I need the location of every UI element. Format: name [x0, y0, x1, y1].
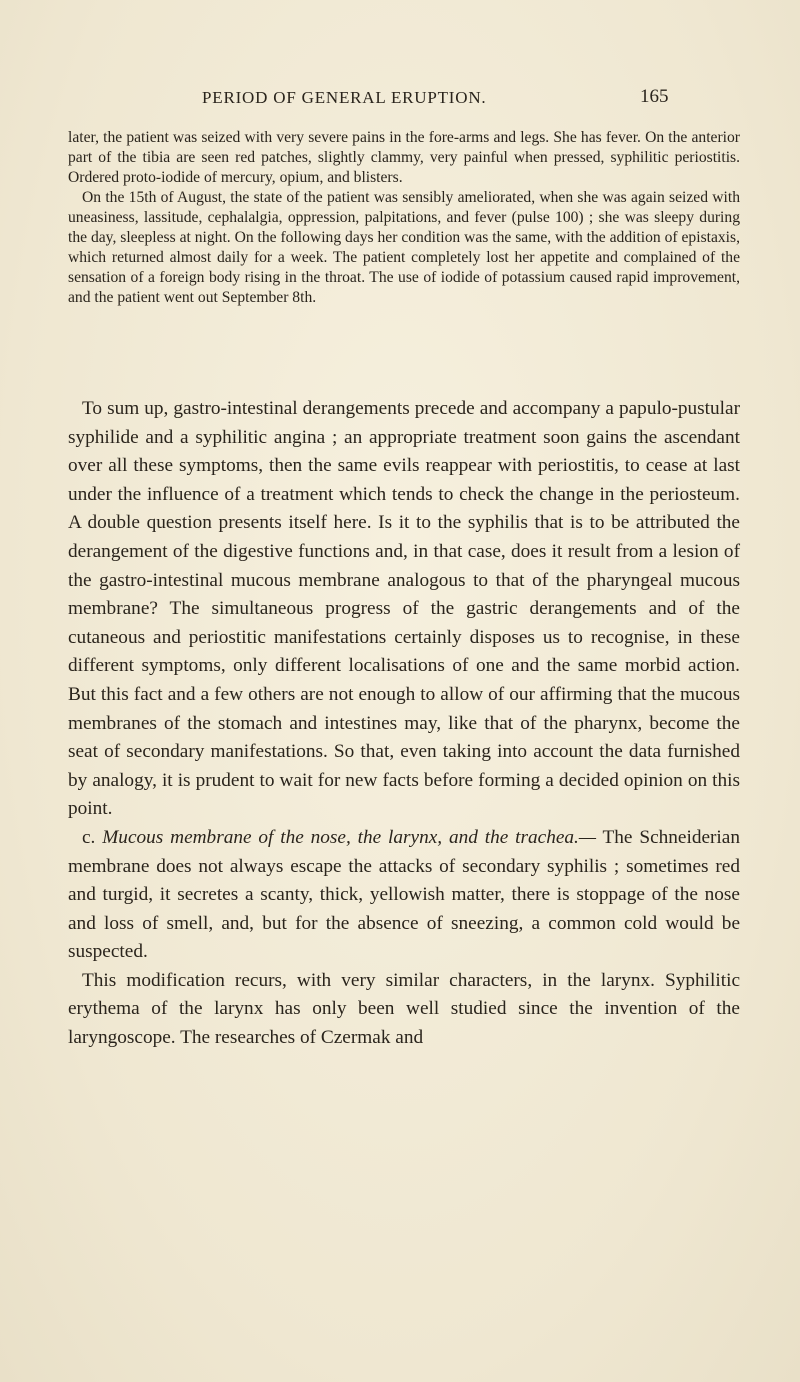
main-text [68, 395, 740, 1053]
case-paragraph: On the 15th of August, the state of the patient was sensibly ameliorated, when she was again seized with uneasiness, lassitude, cephalalgia, oppression, palpitations, and fever (pulse 100) ; she was sleepy during the day, sleepless at night. On the following days her condition was the same, with the addition of epistaxis, which returned almost daily for a week. The patient completely lost her appetite and complained of the sensation of a foreign body rising in the throat. The use of iodide of potassium caused rapid improvement, and the patient went out September 8th. [68, 189, 740, 306]
running-head: PERIOD OF GENERAL ERUPTION. [202, 88, 487, 107]
larynx-paragraph: This modification recurs, with very similar characters, in the larynx. Syphilitic erythema of the larynx has only been well studied since the invention of the laryngoscope. The researches of Czermak and [68, 969, 740, 1049]
case-report [68, 128, 740, 308]
case-paragraph: later, the patient was seized with very severe pains in the fore-arms and legs. She has fever. On the anterior part of the tibia are seen red patches, slightly clammy, very painful when pressed, syphilitic periostitis. Ordered proto-iodide of mercury, opium, and blisters. [68, 129, 740, 186]
section-c-paragraph [68, 824, 740, 967]
page-number: 165 [640, 86, 669, 107]
section-c-body: The Schneiderian membrane does not always escape the attacks of secondary syphilis ; sometimes red and turgid, it secretes a scanty, thick, yellowish matter, there is stoppage of the nose and loss of smell, and, but for the absence of sneezing, a common cold would be suspected. [68, 826, 740, 963]
summary-paragraph: To sum up, gastro-intestinal derangements precede and accompany a papulo-pustular syphilide and a syphilitic angina ; an appropriate treatment soon gains the ascendant over all these symptoms, then the same evils reappear with periostitis, to cease at last under the influence of a treatment which tends to check the change in the periosteum. A double question presents itself here. Is it to the syphilis that is to be attributed the derangement of the digestive functions and, in that case, does it result from a lesion of the gastro-intestinal mucous membrane analogous to that of the pharyngeal mucous membrane? The simultaneous progress of the gastric derangements and of the cutaneous and periostitic manifestations certainly disposes us to recognise, in these different symptoms, only different localisations of one and the same morbid action. But this fact and a few others are not enough to allow of our affirming that the mucous membranes of the stomach and intestines may, like that of the pharynx, become the seat of secondary manifestations. So that, even taking into account the data furnished by analogy, it is prudent to wait for new facts before forming a decided opinion on this point. [68, 398, 740, 820]
page-header [0, 88, 800, 114]
section-c-label: c. [82, 826, 96, 848]
section-c-title: Mucous membrane of the nose, the larynx, and the trachea.— [102, 826, 597, 848]
